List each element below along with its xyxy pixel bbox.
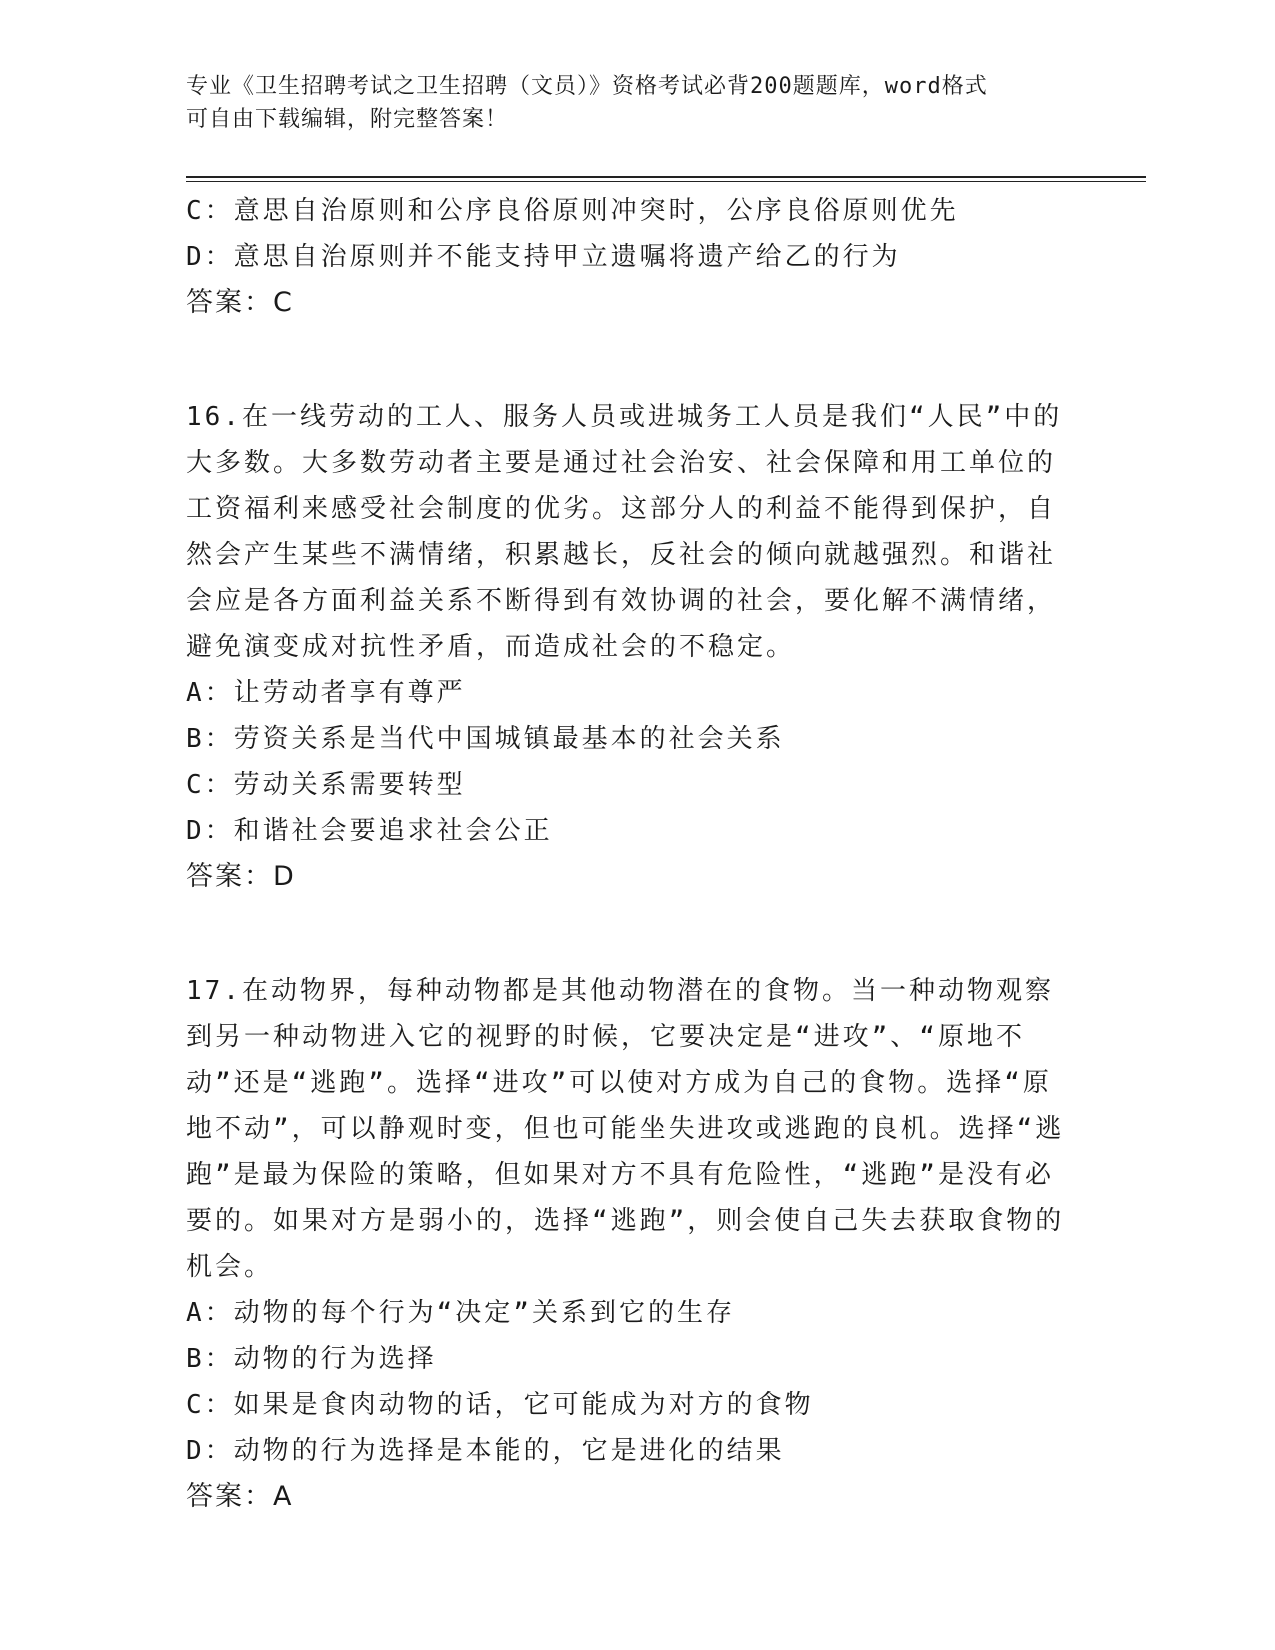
prev-option-d: D：意思自治原则并不能支持甲立遗嘱将遗产给乙的行为 — [186, 242, 901, 272]
spacer — [186, 326, 1086, 394]
prev-answer: 答案：C — [186, 287, 294, 318]
header-rule-thin — [186, 181, 1146, 182]
question-16-option-b: B：劳资关系是当代中国城镇最基本的社会关系 — [186, 724, 785, 754]
spacer — [186, 900, 1086, 968]
question-17-answer: 答案：A — [186, 1481, 294, 1512]
header-line-2: 可自由下载编辑，附完整答案！ — [186, 107, 509, 132]
question-16-option-c: C：劳动关系需要转型 — [186, 770, 466, 800]
document-header — [186, 70, 1066, 136]
question-17-option-d: D：动物的行为选择是本能的，它是进化的结果 — [186, 1436, 785, 1466]
prev-option-c: C：意思自治原则和公序良俗原则冲突时，公序良俗原则优先 — [186, 196, 959, 226]
question-17-stem: 17.在动物界，每种动物都是其他动物潜在的食物。当一种动物观察到另一种动物进入它的视野的时候，它要决定是“进攻”、“原地不动”还是“逃跑”。选择“进攻”可以使对方成为自己的食物。选择“原地不动”，可以静观时变，但也可能坐失进攻或逃跑的良机。选择“逃跑”是最为保险的策略，但如果对方不具有危险性，“逃跑”是没有必要的。如果对方是弱小的，选择“逃跑”，则会使自己失去获取食物的机会。 — [186, 976, 1065, 1282]
question-17-option-b: B：动物的行为选择 — [186, 1344, 437, 1374]
header-rule-thick — [186, 176, 1146, 178]
question-content — [186, 188, 1086, 1520]
question-16-answer: 答案：D — [186, 861, 296, 892]
question-16-option-a: A：让劳动者享有尊严 — [186, 678, 466, 708]
question-17-option-a: A：动物的每个行为“决定”关系到它的生存 — [186, 1298, 735, 1328]
question-17-option-c: C：如果是食肉动物的话，它可能成为对方的食物 — [186, 1390, 814, 1420]
question-16-option-d: D：和谐社会要追求社会公正 — [186, 816, 553, 846]
header-line-1: 专业《卫生招聘考试之卫生招聘（文员）》资格考试必背200题题库，word格式 — [186, 74, 988, 99]
question-16-stem: 16.在一线劳动的工人、服务人员或进城务工人员是我们“人民”中的大多数。大多数劳动者主要是通过社会治安、社会保障和用工单位的工资福利来感受社会制度的优劣。这部分人的利益不能得到保护，自然会产生某些不满情绪，积累越长，反社会的倾向就越强烈。和谐社会应是各方面利益关系不断得到有效协调的社会，要化解不满情绪，避免演变成对抗性矛盾，而造成社会的不稳定。 — [186, 402, 1063, 662]
